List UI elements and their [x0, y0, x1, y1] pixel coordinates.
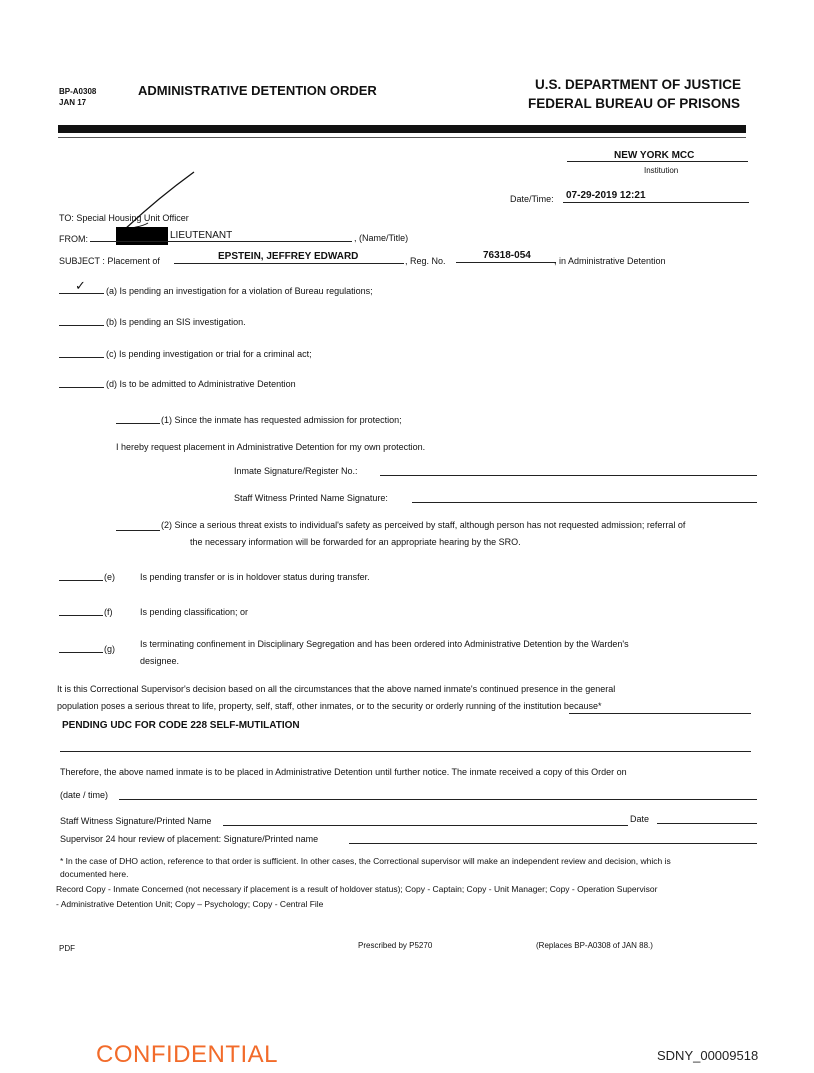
- institution-value: NEW YORK MCC: [614, 150, 695, 161]
- bates-number: SDNY_00009518: [657, 1048, 759, 1063]
- datetime-label: Date/Time:: [510, 194, 554, 204]
- footer-replaces: (Replaces BP-A0308 of JAN 88.): [536, 941, 653, 950]
- staff-witness-label: Staff Witness Signature/Printed Name: [60, 816, 212, 826]
- header-rule: [58, 125, 746, 133]
- request-protection-text: I hereby request placement in Administrative Detention for my own protection.: [116, 442, 426, 452]
- reason-f-text: Is pending classification; or: [140, 607, 249, 617]
- subject-inmate-name: EPSTEIN, JEFFREY EDWARD: [218, 251, 359, 262]
- inmate-signature-line[interactable]: [380, 475, 757, 476]
- date-time-line[interactable]: [119, 799, 757, 800]
- reason-g-text2: designee.: [140, 656, 180, 666]
- reason-f-label: (f): [104, 607, 113, 617]
- reason-d1-blank[interactable]: [116, 423, 160, 424]
- from-value: LIEUTENANT: [170, 230, 233, 241]
- from-suffix: , (Name/Title): [354, 233, 409, 243]
- date-time-label: (date / time): [60, 790, 109, 800]
- reason-g-text1: Is terminating confinement in Disciplinary Segregation and has been ordered into Administrative Detention by the Warden's: [140, 639, 629, 649]
- reason-e-blank[interactable]: [59, 580, 103, 581]
- reason-c-text: (c) Is pending investigation or trial for a criminal act;: [106, 349, 312, 359]
- from-line: [90, 241, 352, 242]
- header-rule-thin: [58, 137, 746, 138]
- reason-d1-text: (1) Since the inmate has requested admission for protection;: [161, 415, 402, 425]
- supervisor-review-label: Supervisor 24 hour review of placement: Signature/Printed name: [60, 834, 319, 844]
- decision-line2: population poses a serious threat to life, property, self, staff, other inmates, or to the security or orderly running of the institution because*: [57, 701, 602, 711]
- reason-g-label: (g): [104, 644, 115, 654]
- inmate-signature-label: Inmate Signature/Register No.:: [234, 466, 358, 476]
- form-date: JAN 17: [59, 98, 87, 107]
- subject-label: SUBJECT : Placement of: [59, 256, 160, 266]
- footnote-line1: * In the case of DHO action, reference to that order is sufficient. In other cases, the Correctional supervisor will make an independent review and decision, which is: [60, 856, 671, 866]
- reg-no-line: [456, 262, 556, 263]
- redaction-box: [116, 227, 168, 245]
- reason-d2-line2: the necessary information will be forwarded for an appropriate hearing by the SRO.: [190, 537, 521, 547]
- reason-e-label: (e): [104, 572, 115, 582]
- agency-line1: U.S. DEPARTMENT OF JUSTICE: [535, 77, 742, 92]
- decision-reason-value: PENDING UDC FOR CODE 228 SELF-MUTILATION: [62, 720, 300, 731]
- reason-e-text: Is pending transfer or is in holdover status during transfer.: [140, 572, 370, 582]
- subject-name-line: [174, 263, 404, 264]
- reason-b-blank[interactable]: [59, 325, 104, 326]
- reason-d2-line1: (2) Since a serious threat exists to individual's safety as perceived by staff, although person has not requested admission; referral of: [161, 520, 686, 530]
- form-title: ADMINISTRATIVE DETENTION ORDER: [138, 83, 377, 98]
- reason-d-blank[interactable]: [59, 387, 104, 388]
- from-label: FROM:: [59, 234, 88, 244]
- staff-witness-line[interactable]: [223, 825, 628, 826]
- footer-prescribed: Prescribed by P5270: [358, 941, 433, 950]
- reg-no-value: 76318-054: [483, 250, 531, 261]
- decision-reason-line[interactable]: [60, 751, 751, 752]
- reason-a-check-icon: ✓: [75, 278, 86, 293]
- agency-line2: FEDERAL BUREAU OF PRISONS: [528, 96, 741, 111]
- form-code: BP-A0308: [59, 87, 97, 96]
- footnote-line2: documented here.: [60, 869, 129, 879]
- reason-c-blank[interactable]: [59, 357, 104, 358]
- to-line: TO: Special Housing Unit Officer: [59, 213, 189, 223]
- footer-pdf: PDF: [59, 944, 75, 953]
- reason-d-text: (d) Is to be admitted to Administrative Detention: [106, 379, 296, 389]
- datetime-line: [563, 202, 749, 203]
- reason-f-blank[interactable]: [59, 615, 103, 616]
- institution-line: [567, 161, 748, 162]
- decision-line2-tail: [569, 713, 751, 714]
- datetime-value: 07-29-2019 12:21: [566, 190, 646, 201]
- subject-suffix: , in Administrative Detention: [554, 256, 666, 266]
- date-line[interactable]: [657, 823, 757, 824]
- distribution-line1: Record Copy - Inmate Concerned (not necessary if placement is a result of holdover status); Copy - Captain; Copy - Unit Manager; Copy - Operation Supervisor: [56, 884, 658, 894]
- therefore-text: Therefore, the above named inmate is to be placed in Administrative Detention until further notice. The inmate received a copy of this Order on: [60, 767, 627, 777]
- reason-a-text: (a) Is pending an investigation for a violation of Bureau regulations;: [106, 286, 373, 296]
- decision-line1: It is this Correctional Supervisor's decision based on all the circumstances that the above named inmate's continued presence in the general: [57, 684, 616, 694]
- staff-witness-sig-line[interactable]: [412, 502, 757, 503]
- reason-d2-blank[interactable]: [116, 530, 160, 531]
- confidential-stamp: CONFIDENTIAL: [96, 1041, 279, 1068]
- date-label: Date: [630, 814, 650, 824]
- distribution-line2: - Administrative Detention Unit; Copy – Psychology; Copy - Central File: [56, 899, 324, 909]
- institution-label: Institution: [644, 166, 679, 175]
- reg-no-label: , Reg. No.: [405, 256, 446, 266]
- staff-witness-sig-label: Staff Witness Printed Name Signature:: [234, 493, 388, 503]
- supervisor-review-line[interactable]: [349, 843, 757, 844]
- reason-b-text: (b) Is pending an SIS investigation.: [106, 317, 246, 327]
- reason-g-blank[interactable]: [59, 652, 103, 653]
